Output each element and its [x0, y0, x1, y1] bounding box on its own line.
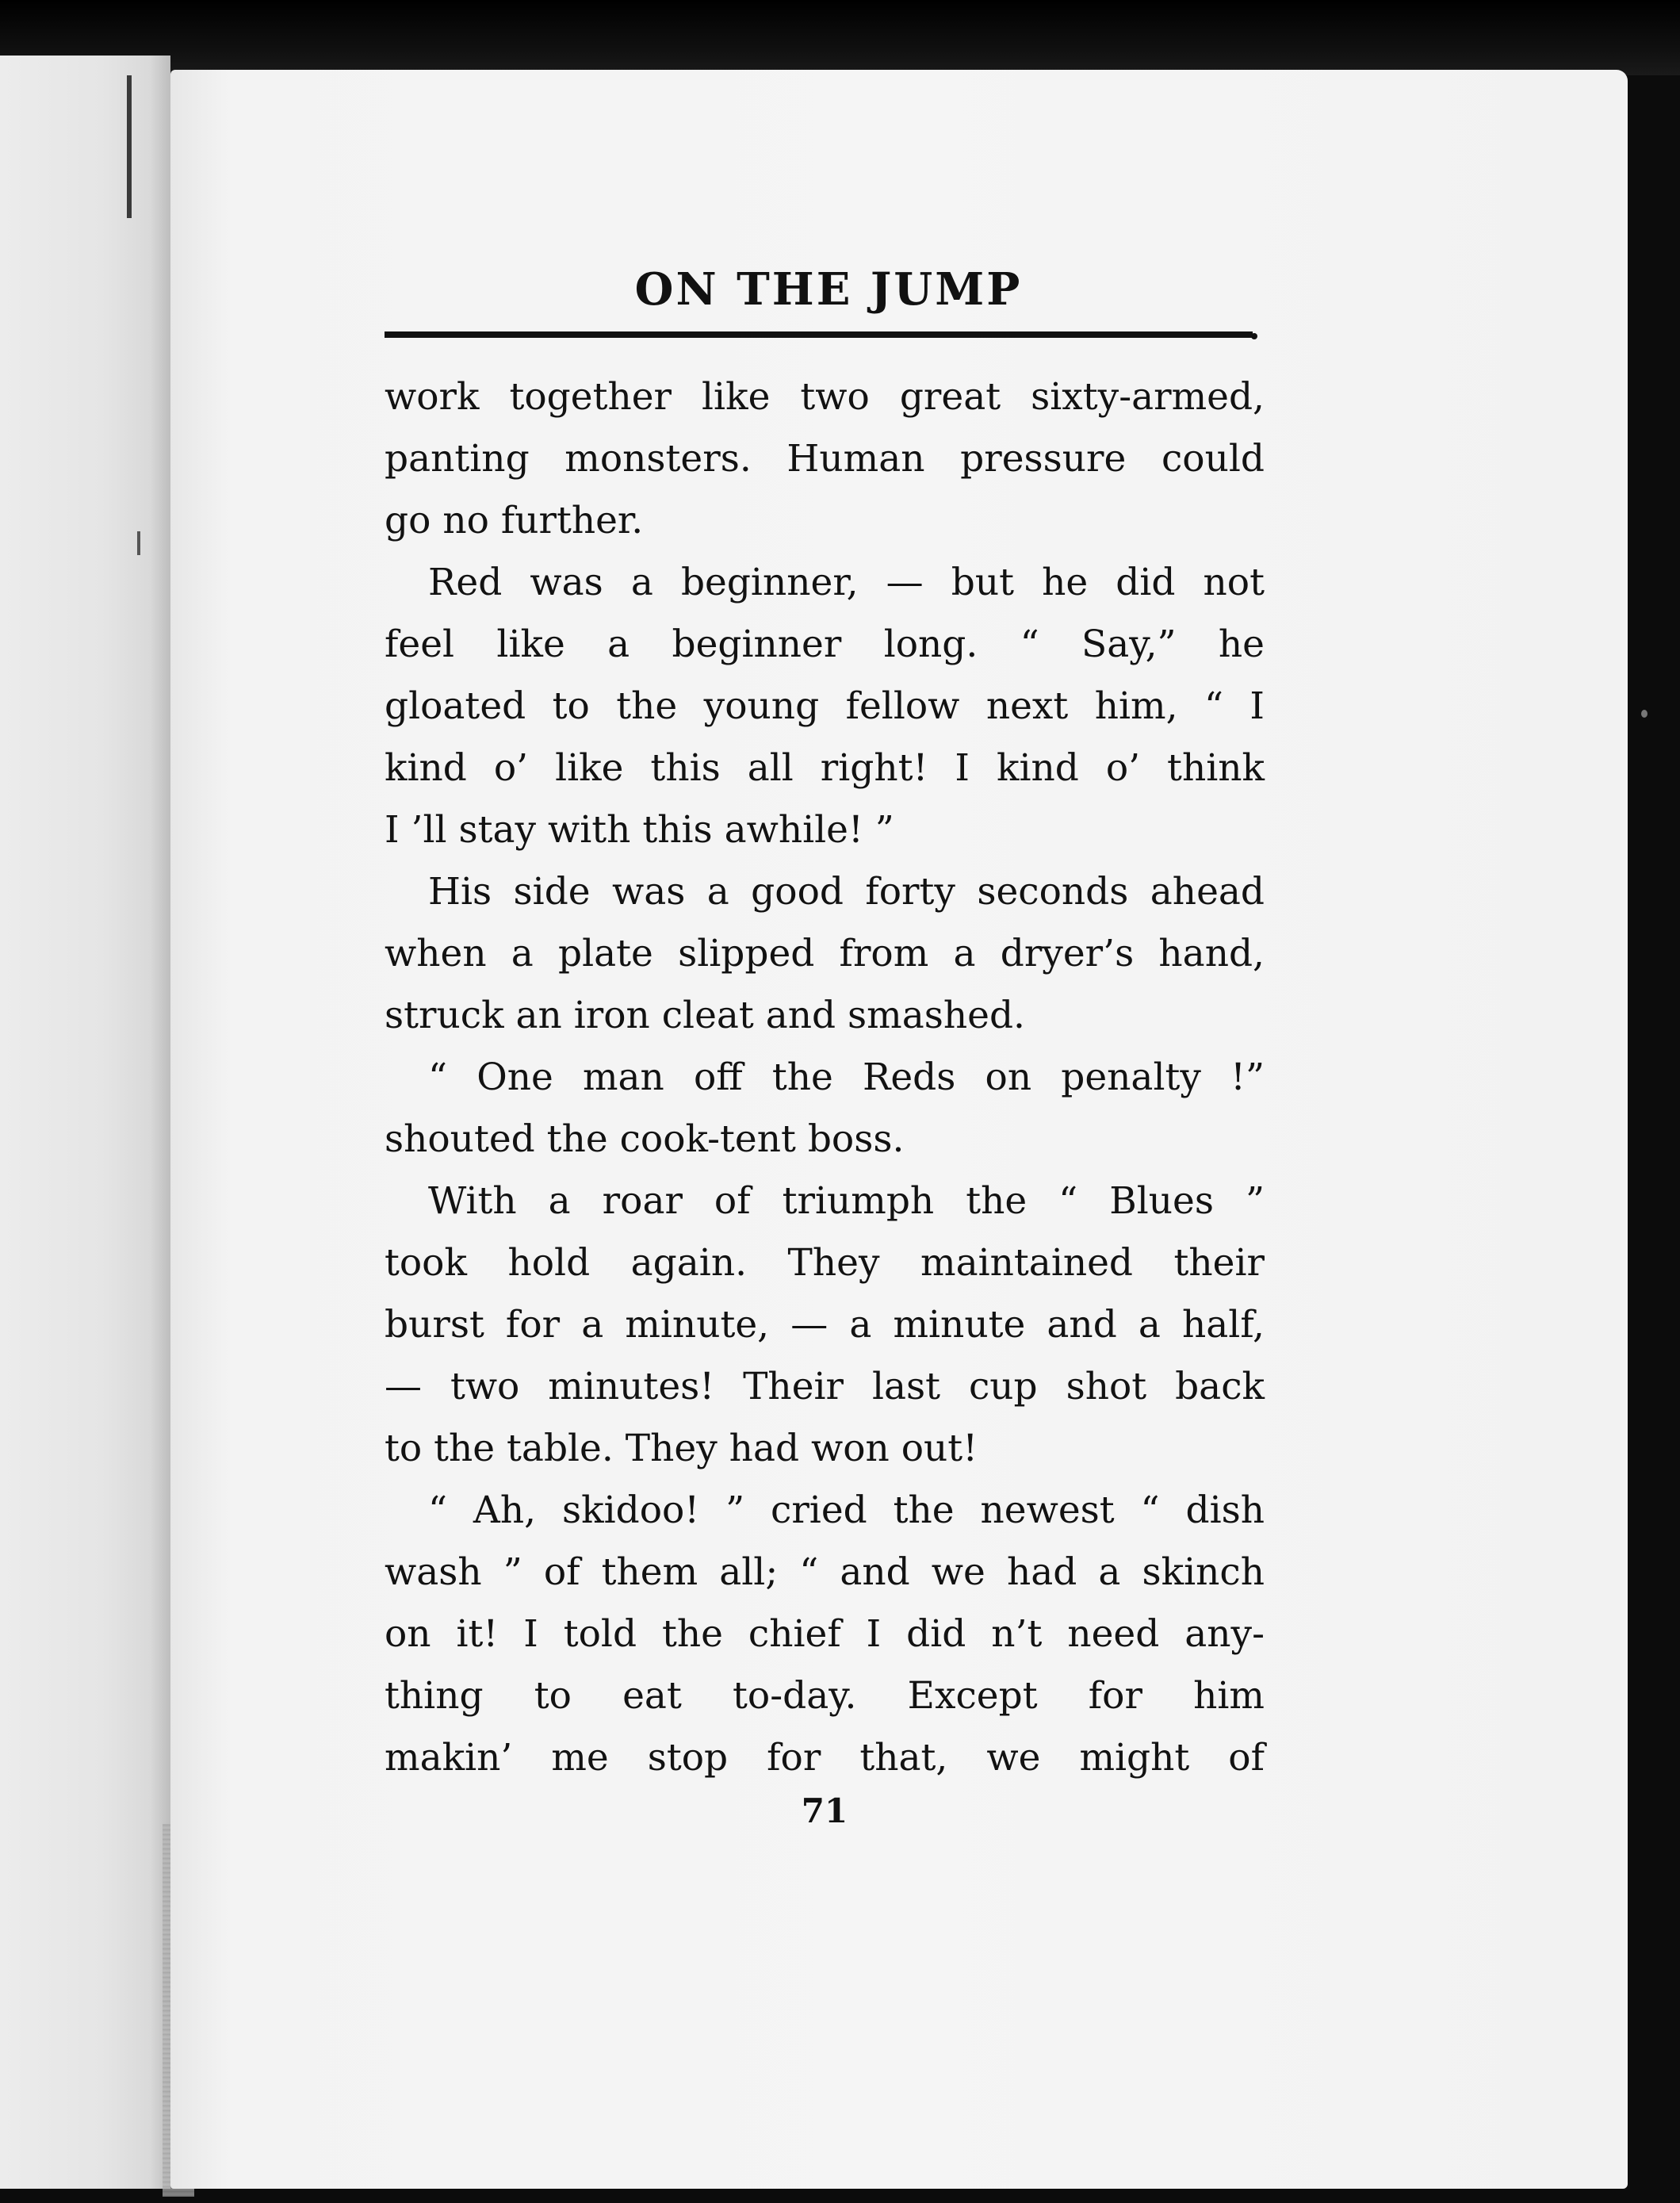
text-line: struck an iron cleat and smashed. — [385, 994, 1025, 1037]
page-edge-speck — [1641, 710, 1647, 718]
body-text — [385, 366, 1265, 1789]
text-line: to the table. They had won out! — [385, 1427, 978, 1470]
text-line: Red was a beginner, — but he did not — [428, 561, 1265, 604]
text-line: wash ” of them all; “ and we had a skinch — [385, 1550, 1265, 1594]
running-head: ON THE JUMP — [634, 263, 1023, 316]
text-line: thing to eat to-day. Except for him — [385, 1674, 1265, 1718]
head-rule — [385, 331, 1253, 338]
text-line: I ’ll stay with this awhile! ” — [385, 808, 894, 852]
page-number: 71 — [801, 1791, 848, 1830]
text-line: work together like two great sixty-armed, — [385, 375, 1265, 419]
text-line: feel like a beginner long. “ Say,” he — [385, 623, 1265, 666]
text-line: With a roar of triumph the “ Blues ” — [428, 1179, 1265, 1223]
text-line: burst for a minute, — a minute and a half, — [385, 1303, 1265, 1347]
text-line: kind o’ like this all right! I kind o’ think — [385, 746, 1265, 790]
left-page-edge — [0, 56, 170, 2189]
text-line: shouted the cook-tent boss. — [385, 1117, 905, 1161]
spine-fold-line — [127, 75, 132, 218]
text-line: panting monsters. Human pressure could — [385, 437, 1265, 481]
text-line: His side was a good forty seconds ahead — [428, 870, 1265, 914]
text-line: — two minutes! Their last cup shot back — [385, 1365, 1265, 1408]
text-line: “ Ah, skidoo! ” cried the newest “ dish — [428, 1488, 1265, 1532]
text-line: took hold again. They maintained their — [385, 1241, 1265, 1285]
text-line: go no further. — [385, 499, 644, 542]
scan-top-shadow — [0, 0, 1680, 75]
text-line: “ One man off the Reds on penalty !” — [428, 1056, 1265, 1099]
text-line: makin’ me stop for that, we might of — [385, 1736, 1265, 1780]
text-line: when a plate slipped from a dryer’s hand, — [385, 932, 1265, 975]
head-rule-tip — [1251, 333, 1257, 339]
text-line: gloated to the young fellow next him, “ I — [385, 684, 1265, 728]
text-line: on it! I told the chief I did n’t need any- — [385, 1612, 1265, 1656]
spine-mark — [137, 531, 140, 555]
